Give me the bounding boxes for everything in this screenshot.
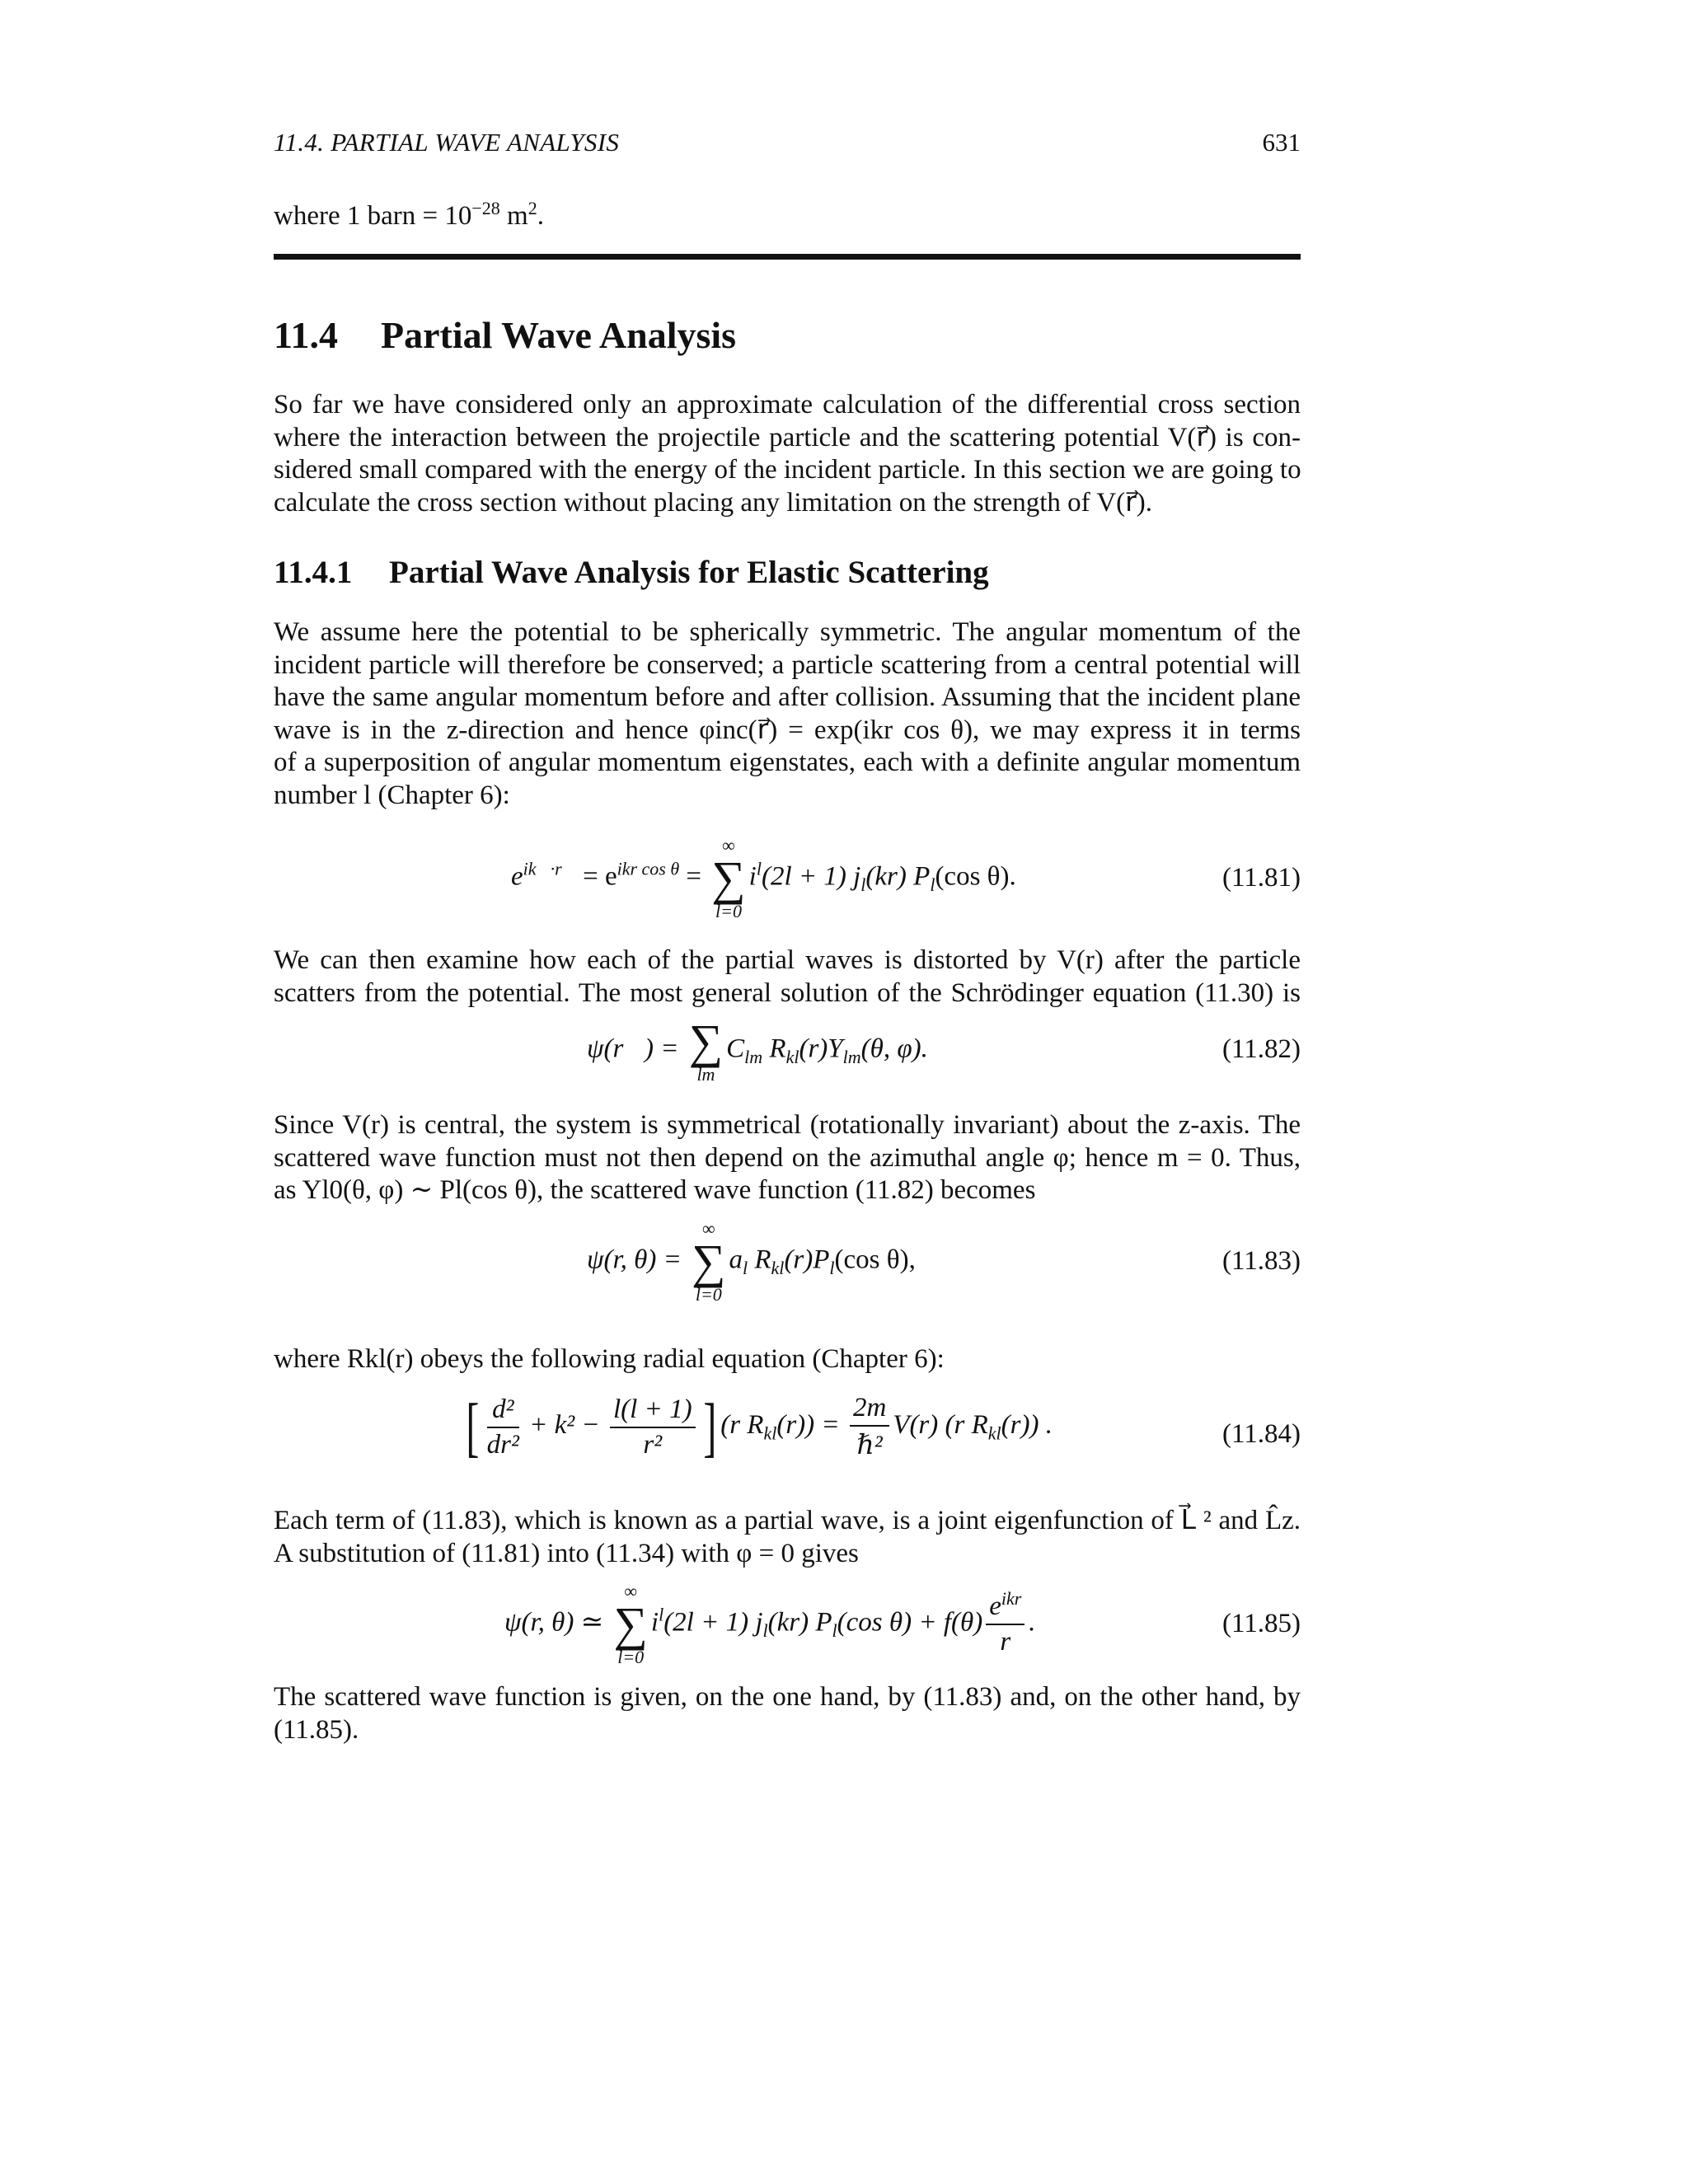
eq-term: R: [762, 1033, 786, 1064]
paragraph-radial: [274, 1343, 1301, 1376]
text-line: We assume here the potential to be spherically symmetric. The angular momentum of the: [274, 617, 1301, 647]
sum-lower: l=0: [617, 1647, 645, 1667]
eq-term: (r)) .: [1001, 1410, 1053, 1441]
eq-exp: l: [659, 1604, 664, 1625]
text-line: of a superposition of angular momentum eigenstates, each with a definite angular momentum: [274, 748, 1301, 777]
summation: [614, 1582, 648, 1666]
equation-number: (11.82): [1221, 1034, 1301, 1064]
text-line: where the interaction between the projectile particle and the scattering potential V(r⃗) is con-: [274, 422, 1301, 452]
fraction: [487, 1394, 519, 1460]
text-line: scatters from the potential. The most general solution of the Schrödinger equation (11.30) is: [274, 977, 1301, 1008]
equation-number: (11.83): [1221, 1246, 1301, 1276]
eq-sub: kl: [771, 1258, 785, 1279]
eq-term: e: [511, 861, 523, 892]
eq-sub: kl: [987, 1422, 1001, 1444]
sum-lower: lm: [696, 1064, 715, 1085]
denominator: r²: [643, 1429, 663, 1460]
eq-term: a: [729, 1244, 743, 1275]
carry-over-line: [274, 198, 544, 232]
equation-11-81: [274, 837, 1301, 927]
text-line: where Rkl(r) obeys the following radial equation (Chapter 6):: [274, 1344, 945, 1374]
running-head-title: 11.4. PARTIAL WAVE ANALYSIS: [274, 128, 620, 157]
right-bracket: ]: [702, 1390, 716, 1464]
paragraph-conclusion: [274, 1681, 1301, 1746]
equation-body: [587, 1015, 928, 1085]
eq-term: (r R: [720, 1410, 764, 1441]
summation: [688, 1015, 724, 1085]
left-bracket: [: [466, 1390, 480, 1464]
eq-sub: kl: [785, 1047, 799, 1068]
sum-upper: ∞: [624, 1581, 638, 1601]
text-line: So far we have considered only an approximate calculation of the differential cross section: [274, 390, 1301, 419]
numerator-base: e: [989, 1591, 1001, 1621]
eq-exp: ik⃗·r⃗: [523, 858, 576, 879]
eq-term: =: [679, 861, 709, 892]
numerator: [986, 1588, 1025, 1625]
eq-term: (r)Y: [799, 1033, 843, 1064]
fraction: [610, 1394, 696, 1460]
sigma: ∑: [688, 1015, 724, 1068]
equation-number: (11.84): [1221, 1419, 1301, 1449]
summation: [711, 837, 745, 921]
text-line: wave is in the z-direction and hence φinc(r⃗) = exp(ikr cos θ), we may express it in terms: [274, 715, 1301, 745]
equation-body: [511, 837, 1016, 921]
denominator: ℏ²: [856, 1431, 883, 1460]
section-title: Partial Wave Analysis: [381, 314, 737, 356]
eq-term: i: [748, 861, 757, 892]
eq-sub: l: [743, 1258, 748, 1279]
section-heading: [274, 313, 736, 357]
paragraph-partial-wave: [274, 1505, 1301, 1570]
sum-upper: ∞: [701, 1218, 715, 1239]
eq-term: (2l + 1) j: [761, 861, 861, 892]
paragraph-central: [274, 1109, 1301, 1207]
carry-exponent: −28: [471, 198, 500, 218]
eq-term: V(r) (r R: [893, 1410, 988, 1441]
equation-11-84: [274, 1390, 1301, 1483]
carry-unit: m: [499, 201, 528, 231]
paragraph-distortion: [274, 944, 1301, 1010]
eq-term: R: [748, 1244, 771, 1275]
text-line: A substitution of (11.81) into (11.34) with φ = 0 gives: [274, 1538, 859, 1568]
equation-body: [587, 1220, 916, 1304]
equation-body: [462, 1390, 1053, 1464]
eq-term: (kr) P: [865, 861, 931, 892]
equation-11-82: [274, 1015, 1301, 1092]
sum-upper: ∞: [722, 835, 735, 855]
eq-term: (kr) P: [767, 1607, 832, 1638]
carry-text: where 1 barn = 10: [274, 201, 472, 231]
eq-term: (r)P: [784, 1244, 830, 1275]
eq-sub: l: [860, 874, 866, 896]
fraction: [850, 1393, 889, 1461]
eq-term: = e: [575, 861, 617, 892]
text-line: Since V(r) is central, the system is symmetrical (rotationally invariant) about the z-axis. The: [274, 1110, 1301, 1140]
text-line: sidered small compared with the energy of the incident particle. In this section we are going to: [274, 455, 1301, 485]
carry-unit-exponent: 2: [528, 198, 537, 218]
eq-term: (θ, φ).: [860, 1033, 928, 1064]
equation-number: (11.81): [1221, 863, 1301, 893]
sum-lower: l=0: [715, 901, 742, 921]
eq-term: (r)) =: [776, 1410, 846, 1441]
eq-term: ψ(r⃗) =: [587, 1033, 686, 1064]
text-line: have the same angular momentum before and after collision. Assuming that the incident plane: [274, 682, 1301, 712]
eq-term: (cos θ),: [834, 1244, 916, 1275]
summation: [692, 1220, 725, 1304]
page-number: 631: [1262, 128, 1301, 157]
subsection-number: 11.4.1: [274, 555, 353, 590]
text-line: as Yl0(θ, φ) ∼ Pl(cos θ), the scattered wave function (11.82) becomes: [274, 1175, 1036, 1205]
text-line: scattered wave function must not then depend on the azimuthal angle φ; hence m = 0. Thus,: [274, 1142, 1301, 1173]
sigma: ∑: [692, 1235, 726, 1288]
equation-body: [504, 1582, 1035, 1666]
eq-term: .: [1028, 1607, 1035, 1638]
eq-exp: ikr cos θ: [617, 858, 680, 879]
section-rule: [274, 254, 1301, 260]
eq-sub: lm: [744, 1047, 763, 1068]
text-line: number l (Chapter 6):: [274, 780, 510, 810]
intro-paragraph: [274, 389, 1301, 519]
numerator-exp: ikr: [1001, 1588, 1022, 1609]
equation-11-83: [274, 1220, 1301, 1310]
denominator: r: [1000, 1627, 1011, 1657]
equation-11-85: [274, 1582, 1301, 1673]
eq-term: ψ(r, θ) ≃: [504, 1607, 611, 1638]
eq-term: C: [726, 1033, 745, 1064]
eq-sub: l: [832, 1620, 837, 1642]
text-line: calculate the cross section without placing any limitation on the strength of V(r⃗).: [274, 487, 1152, 518]
paragraph-symmetric: [274, 616, 1301, 812]
subsection-heading: [274, 554, 989, 591]
sigma: ∑: [613, 1597, 648, 1651]
numerator: 2m: [850, 1393, 889, 1427]
fraction: [986, 1588, 1025, 1657]
eq-sub: l: [829, 1258, 835, 1279]
eq-exp: l: [756, 858, 762, 879]
numerator: d²: [487, 1394, 519, 1428]
eq-term: (cos θ).: [935, 861, 1016, 892]
subsection-title: Partial Wave Analysis for Elastic Scattering: [389, 555, 989, 590]
eq-term: ψ(r, θ) =: [587, 1244, 689, 1275]
text-line: We can then examine how each of the partial waves is distorted by V(r) after the particle: [274, 945, 1301, 975]
denominator: dr²: [486, 1429, 519, 1460]
carry-end: .: [537, 201, 544, 231]
section-number: 11.4: [274, 314, 338, 356]
text-line: Each term of (11.83), which is known as a partial wave, is a joint eigenfunction of L⃗ ² and L̂z.: [274, 1506, 1301, 1535]
numerator: l(l + 1): [610, 1394, 696, 1428]
eq-sub: lm: [842, 1047, 861, 1068]
sum-lower: l=0: [695, 1284, 722, 1305]
equation-number: (11.85): [1221, 1609, 1301, 1638]
eq-term: (cos θ) + f(θ): [837, 1607, 983, 1638]
sigma: ∑: [711, 851, 746, 905]
eq-term: i: [650, 1607, 659, 1638]
eq-sub: kl: [763, 1422, 777, 1444]
eq-sub: l: [930, 874, 935, 896]
running-head: [274, 128, 1301, 157]
eq-term: (2l + 1) j: [663, 1607, 763, 1638]
text-line: incident particle will therefore be conserved; a particle scattering from a central potential will: [274, 649, 1301, 680]
text-line: The scattered wave function is given, on the one hand, by (11.83) and, on the other hand, by: [274, 1682, 1301, 1712]
eq-sub: l: [762, 1620, 768, 1642]
eq-term: + k² −: [522, 1410, 607, 1441]
text-line: (11.85).: [274, 1714, 359, 1745]
